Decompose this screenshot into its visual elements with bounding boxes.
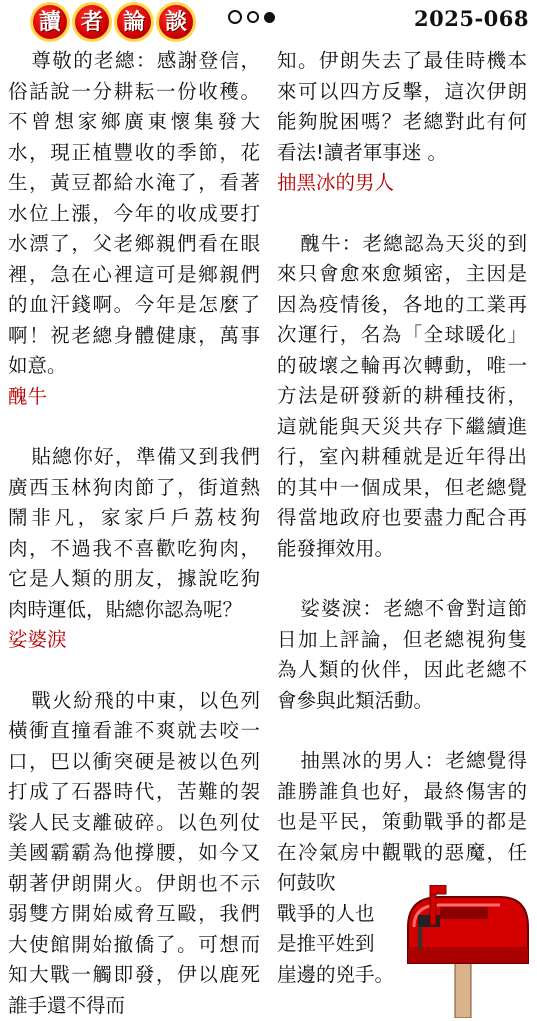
column-title-badges [30, 2, 196, 42]
circle-icon [247, 11, 259, 23]
title-badge: 談 [156, 2, 196, 42]
header [0, 0, 537, 44]
right-column [277, 46, 527, 990]
issue-number: 2025-068 [414, 6, 529, 31]
title-badge: 論 [114, 2, 154, 42]
letter-paragraph: 貼總你好，準備又到我們廣西玉林狗肉節了，街道熱鬧非凡，家家戶戶荔枝狗肉，不過我不喜歡吃狗肉，它是人類的朋友，據說吃狗肉時運低，貼總你認為呢？ [8, 442, 260, 625]
decorative-dots [228, 10, 275, 24]
letter-paragraph: 尊敬的老總：感謝登信，俗話說一分耕耘一份收穫。不曾想家鄉廣東懷集發大水，現正植豐收的季節，花生，黃豆都給水淹了，看著水位上漲，今年的收成要打水漂了，父老鄉親們看在眼裡，急在心裡這可是鄉親們的血汗錢啊。今年是怎麼了啊！祝老總身體健康，萬事如意。 [8, 46, 260, 382]
mailbox-icon [400, 885, 530, 1018]
letter-signature: 醜牛 [8, 382, 260, 413]
reply-paragraph: 娑婆淚：老總不會對這節日加上評論，但老總視狗隻為人類的伙伴，因此老總不會參與此類活動。 [277, 594, 527, 716]
left-column [8, 46, 260, 1021]
reply-paragraph: 醜牛：老總認為天災的到來只會愈來愈頻密，主因是因為疫情後，各地的工業再次運行，名為「全球暖化」的破壞之輪再次轉動，唯一方法是研發新的耕種技術，這就能與天災共存下繼續進行，室內耕種就是近年得出的其中一個成果，但老總覺得當地政府也要盡力配合再能發揮效用。 [277, 229, 527, 565]
reply-paragraph-line: 戰爭的人也 [277, 899, 527, 930]
reply-paragraph-line: 是推平姓到 [277, 929, 527, 960]
reply-paragraph: 抽黑冰的男人：老總覺得誰勝誰負也好，最終傷害的也是平民，策動戰爭的都是在冷氣房中觀戰的惡魔，任何鼓吹 [277, 746, 527, 899]
letter-paragraph: 戰火紛飛的中東，以色列橫衝直撞看誰不爽就去咬一口，巴以衝突硬是被以色列打成了石器時代，苦難的袈裟人民支離破碎。以色列仗美國霸霸為他撐腰，如今又朝著伊朗開火。伊朗也不示弱雙方開始威脅互毆，我們大使館開始撤僑了。可想而知大戰一觸即發，伊以鹿死誰手還不得而 [8, 686, 260, 1021]
filled-circle-icon [264, 12, 275, 23]
letter-paragraph-continued: 知。伊朗失去了最佳時機本來可以四方反擊，這次伊朗能夠脫困嗎？老總對此有何看法!讀者軍事迷 。 [277, 46, 527, 168]
title-badge: 者 [72, 2, 112, 42]
letter-signature: 娑婆淚 [8, 625, 260, 656]
circle-icon [228, 10, 242, 24]
letter-signature: 抽黑冰的男人 [277, 168, 527, 199]
reply-paragraph-line: 崖邊的兇手。 [277, 960, 527, 991]
title-badge: 讀 [30, 2, 70, 42]
